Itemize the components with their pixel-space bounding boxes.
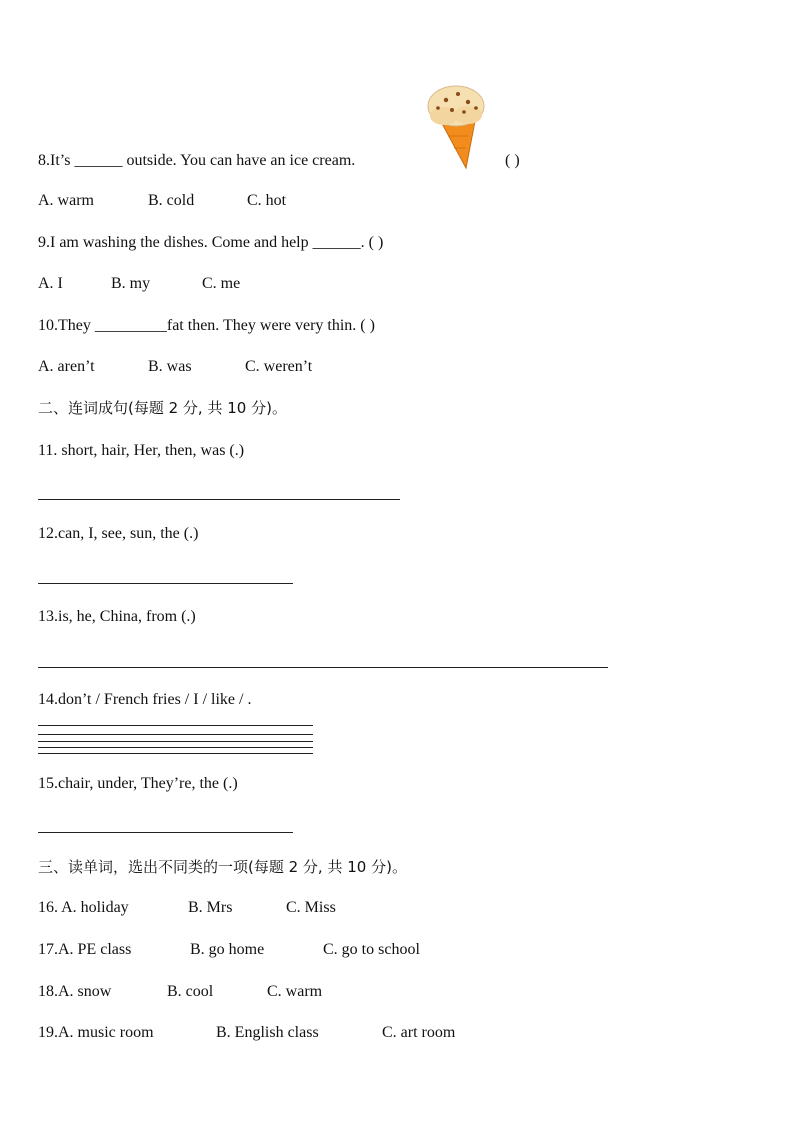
- question-8-answer-paren: ( ): [505, 152, 520, 169]
- question-10: 10.They _________fat then. They were very thin. ( ): [38, 317, 375, 334]
- question-13: 13.is, he, China, from (.): [38, 608, 196, 625]
- option-c: C. warm: [267, 983, 323, 1000]
- answer-line-14: [38, 747, 313, 748]
- option-b: B. cold: [148, 192, 195, 209]
- option-b: B. cool: [167, 983, 214, 1000]
- option-b: B. Mrs: [188, 899, 233, 916]
- option-a: 19.A. music room: [38, 1024, 154, 1041]
- question-18: [38, 982, 322, 1002]
- answer-line-13: [38, 667, 608, 668]
- option-c: C. art room: [382, 1024, 456, 1041]
- question-9: 9.I am washing the dishes. Come and help ______. ( ): [38, 234, 384, 251]
- option-a: A. aren’t: [38, 358, 95, 375]
- option-b: B. my: [111, 275, 151, 292]
- question-17: [38, 940, 420, 960]
- answer-line-15: [38, 832, 293, 833]
- option-c: C. weren’t: [245, 358, 313, 375]
- answer-line-14: [38, 753, 313, 754]
- option-b: B. was: [148, 358, 192, 375]
- option-c: C. me: [202, 275, 241, 292]
- option-a: 16. A. holiday: [38, 899, 129, 916]
- question-11: 11. short, hair, Her, then, was (.): [38, 442, 245, 459]
- question-19: [38, 1023, 455, 1043]
- question-9-options: [38, 274, 240, 294]
- section-2-heading: 二、连词成句(每题 2 分, 共 10 分)。: [38, 399, 287, 417]
- answer-line-14: [38, 741, 313, 742]
- question-16: [38, 898, 336, 918]
- question-8-stem: 8.It’s ______ outside. You can have an ice cream.: [38, 152, 356, 169]
- option-a: A. I: [38, 275, 63, 292]
- option-c: C. hot: [247, 192, 287, 209]
- option-a: 17.A. PE class: [38, 941, 132, 958]
- option-c: C. go to school: [323, 941, 420, 958]
- answer-line-14: [38, 734, 313, 735]
- answer-line-12: [38, 583, 293, 584]
- option-a: 18.A. snow: [38, 983, 112, 1000]
- question-8-options: [38, 191, 286, 211]
- option-b: B. go home: [190, 941, 265, 958]
- option-a: A. warm: [38, 192, 94, 209]
- option-c: C. Miss: [286, 899, 336, 916]
- section-3-heading: 三、读单词，选出不同类的一项(每题 2 分, 共 10 分)。: [38, 858, 407, 876]
- question-14: 14.don’t / French fries / I / like / .: [38, 691, 252, 708]
- question-10-options: [38, 357, 312, 377]
- option-b: B. English class: [216, 1024, 319, 1041]
- answer-line-11: [38, 499, 400, 500]
- question-12: 12.can, I, see, sun, the (.): [38, 525, 199, 542]
- question-8: [38, 151, 355, 171]
- ice-cream-icon: [418, 82, 490, 170]
- question-15: 15.chair, under, They’re, the (.): [38, 775, 238, 792]
- answer-line-14: [38, 725, 313, 726]
